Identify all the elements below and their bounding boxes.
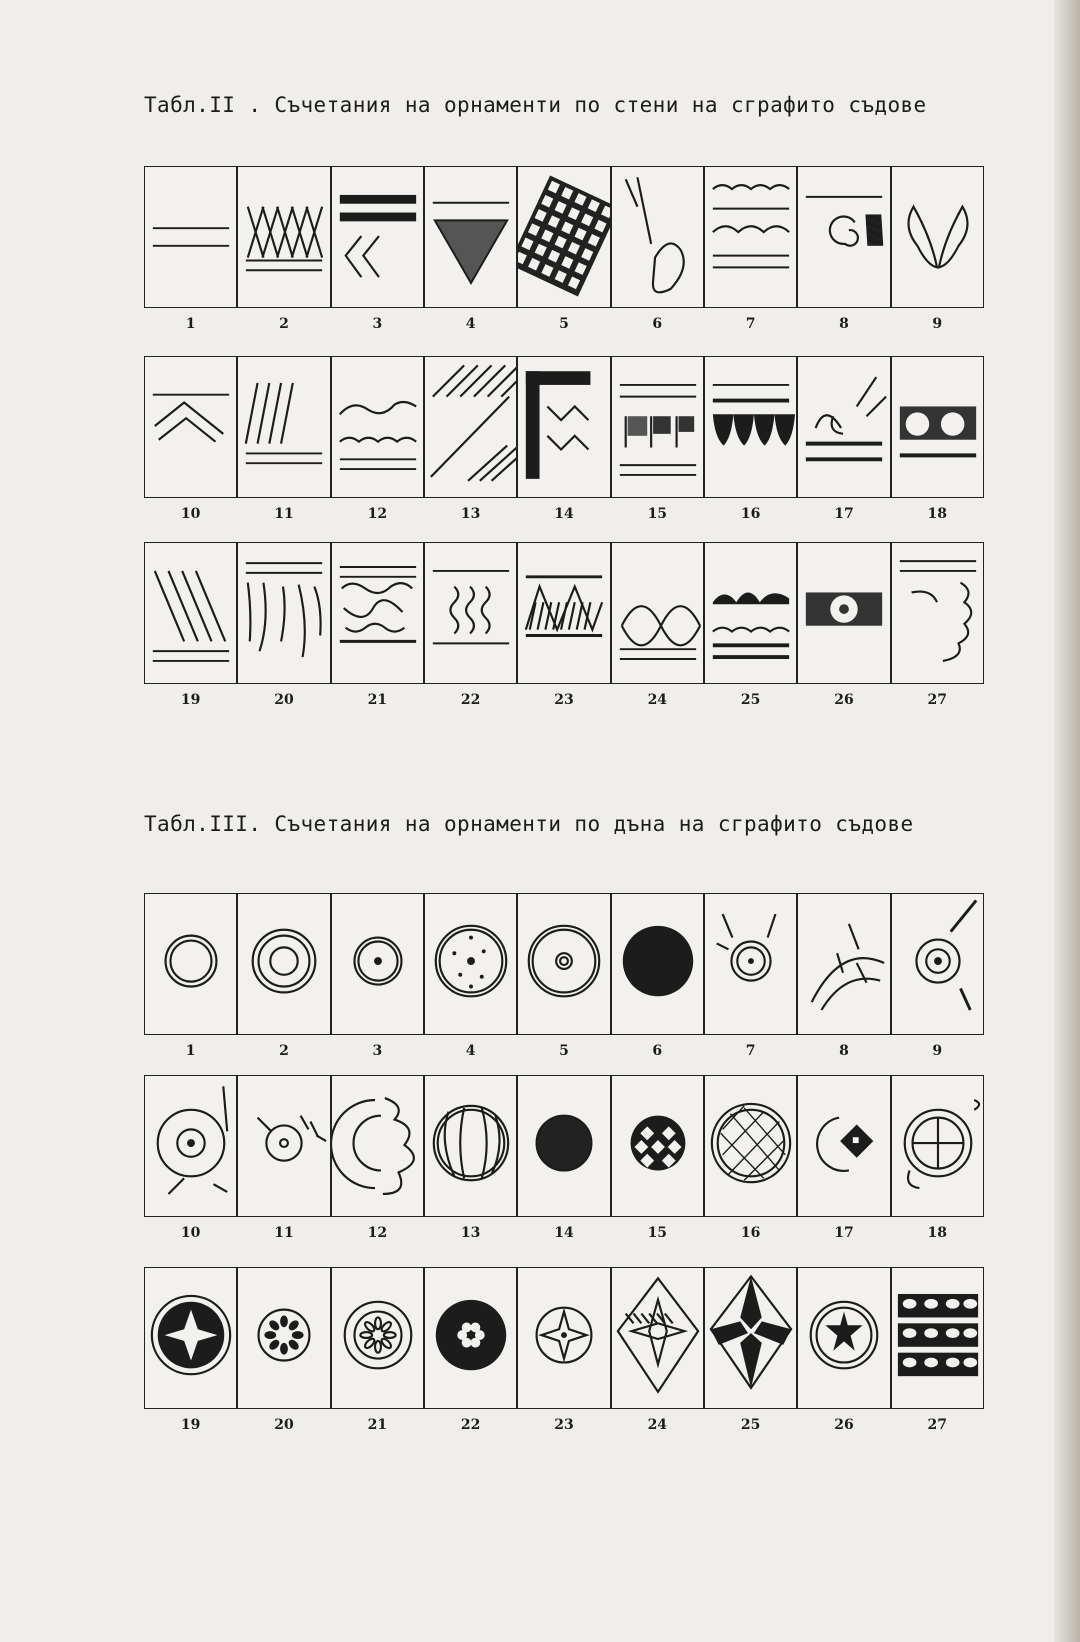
- table-3-ornament-cell: [704, 1075, 797, 1217]
- table-2-ornament-cell: [237, 542, 330, 684]
- ornament-drawing-icon: [332, 894, 423, 1034]
- ornament-drawing-icon: [145, 1268, 236, 1408]
- table-3-ornament-number: 2: [279, 1043, 289, 1059]
- table-3-ornament-cell: [517, 893, 610, 1035]
- table-2-ornament-cell: [331, 166, 424, 308]
- table-2-ornament-cell: [331, 542, 424, 684]
- table-3-ornament-cell: [424, 1075, 517, 1217]
- table-2-ornament-number: 19: [180, 692, 201, 708]
- ornament-drawing-icon: [705, 894, 796, 1034]
- ornament-drawing-icon: [892, 357, 983, 497]
- table-2-ornament-number: 14: [554, 506, 574, 522]
- ornament-drawing-icon: [332, 1268, 423, 1408]
- table-3-ornament-cell: [891, 1075, 984, 1217]
- table-3-title: Табл.III. Съчетания на орнаменти по дъна на сграфито съдове: [144, 812, 914, 836]
- table-3-ornament-cell: [611, 1267, 704, 1409]
- table-3-ornament-cell: [331, 1075, 424, 1217]
- table-3-ornament-number: 16: [740, 1225, 761, 1241]
- ornament-drawing-icon: [798, 1076, 889, 1216]
- table-3-ornament-cell: [704, 893, 797, 1035]
- ornament-drawing-icon: [518, 543, 609, 683]
- table-3-ornament-number: 26: [834, 1417, 854, 1433]
- ornament-drawing-icon: [798, 357, 889, 497]
- table-2-ornament-number: 24: [647, 692, 668, 708]
- table-2-ornament-cell: [237, 356, 330, 498]
- table-2-ornament-number: 7: [745, 316, 756, 332]
- table-2-grid: [144, 166, 984, 708]
- table-2-ornament-number: 25: [740, 692, 761, 708]
- table-2-title: Табл.II . Съчетания на орнаменти по стени на сграфито съдове: [144, 93, 927, 117]
- ornament-drawing-icon: [705, 543, 796, 683]
- table-3-ornament-cell: [611, 1075, 704, 1217]
- table-3-grid: [144, 893, 984, 1433]
- ornament-drawing-icon: [332, 167, 423, 307]
- ornament-drawing-icon: [612, 894, 703, 1034]
- ornament-drawing-icon: [238, 1076, 329, 1216]
- table-2-ornament-cell: [424, 356, 517, 498]
- table-3-ornament-cell: [611, 893, 704, 1035]
- table-2-ornament-number: 15: [647, 506, 668, 522]
- ornament-drawing-icon: [705, 1076, 796, 1216]
- table-2-ornament-cell: [891, 356, 984, 498]
- ornament-drawing-icon: [892, 894, 983, 1034]
- ornament-drawing-icon: [798, 894, 889, 1034]
- table-3-ornament-number: 15: [647, 1225, 668, 1241]
- table-3-ornament-number: 13: [460, 1225, 481, 1241]
- ornament-drawing-icon: [425, 1268, 516, 1408]
- table-3-ornament-cell: [797, 1075, 890, 1217]
- ornament-drawing-icon: [705, 1268, 796, 1408]
- table-3-ornament-cell: [797, 893, 890, 1035]
- table-2-ornament-cell: [237, 166, 330, 308]
- ornament-drawing-icon: [612, 1076, 703, 1216]
- table-2-ornament-number: 8: [839, 316, 849, 332]
- table-2-ornament-number: 26: [834, 692, 854, 708]
- ornament-drawing-icon: [145, 543, 236, 683]
- ornament-drawing-icon: [332, 1076, 423, 1216]
- ornament-drawing-icon: [238, 357, 329, 497]
- table-3-ornament-number: 9: [932, 1043, 943, 1059]
- table-2-ornament-cell: [797, 542, 890, 684]
- table-3-ornament-number: 1: [185, 1043, 196, 1059]
- table-2-ornament-number: 20: [274, 692, 294, 708]
- ornament-drawing-icon: [425, 1076, 516, 1216]
- table-2-ornament-number: 9: [932, 316, 943, 332]
- table-2-ornament-cell: [144, 356, 237, 498]
- table-3-ornament-number: 22: [460, 1417, 481, 1433]
- table-2-ornament-number: 13: [460, 506, 481, 522]
- table-3-ornament-number: 21: [367, 1417, 388, 1433]
- ornament-drawing-icon: [332, 543, 423, 683]
- table-2-ornament-cell: [797, 356, 890, 498]
- table-3-ornament-number: 4: [465, 1043, 476, 1059]
- table-2-ornament-cell: [331, 356, 424, 498]
- table-3-ornament-cell: [144, 893, 237, 1035]
- ornament-drawing-icon: [145, 357, 236, 497]
- table-3-ornament-number: 24: [647, 1417, 668, 1433]
- table-2-ornament-cell: [704, 356, 797, 498]
- table-3-ornament-cell: [331, 893, 424, 1035]
- ornament-drawing-icon: [145, 167, 236, 307]
- table-2-ornament-cell: [891, 166, 984, 308]
- table-3-ornament-cell: [424, 893, 517, 1035]
- ornament-drawing-icon: [518, 1268, 609, 1408]
- table-3-ornament-cell: [891, 1267, 984, 1409]
- ornament-drawing-icon: [425, 357, 516, 497]
- table-2-ornament-number: 4: [465, 316, 476, 332]
- ornament-drawing-icon: [612, 543, 703, 683]
- table-3-ornament-cell: [331, 1267, 424, 1409]
- table-2-ornament-number: 10: [180, 506, 201, 522]
- ornament-drawing-icon: [798, 1268, 889, 1408]
- table-3-ornament-cell: [144, 1267, 237, 1409]
- table-3-ornament-number: 5: [559, 1043, 569, 1059]
- table-3-ornament-number: 7: [745, 1043, 756, 1059]
- table-2-ornament-number: 11: [274, 506, 294, 522]
- table-2-ornament-cell: [144, 166, 237, 308]
- table-2-ornament-cell: [517, 542, 610, 684]
- ornament-drawing-icon: [518, 894, 609, 1034]
- table-2-ornament-cell: [611, 542, 704, 684]
- table-3-ornament-number: 14: [554, 1225, 574, 1241]
- table-3-ornament-cell: [517, 1267, 610, 1409]
- table-3-ornament-number: 18: [927, 1225, 948, 1241]
- table-2-ornament-cell: [144, 542, 237, 684]
- table-3-ornament-number: 17: [834, 1225, 854, 1241]
- table-3-ornament-number: 3: [372, 1043, 383, 1059]
- table-2-ornament-cell: [797, 166, 890, 308]
- table-3-ornament-number: 6: [652, 1043, 663, 1059]
- table-3-ornament-number: 20: [274, 1417, 294, 1433]
- table-3-ornament-number: 8: [839, 1043, 849, 1059]
- ornament-drawing-icon: [145, 1076, 236, 1216]
- ornament-drawing-icon: [798, 543, 889, 683]
- table-2-ornament-number: 1: [185, 316, 196, 332]
- table-3-ornament-number: 27: [927, 1417, 948, 1433]
- table-3-ornament-number: 12: [367, 1225, 388, 1241]
- table-3-ornament-cell: [517, 1075, 610, 1217]
- ornament-drawing-icon: [705, 167, 796, 307]
- table-3-ornament-number: 11: [274, 1225, 294, 1241]
- table-3-ornament-number: 25: [740, 1417, 761, 1433]
- table-2-ornament-cell: [424, 542, 517, 684]
- table-3-ornament-cell: [424, 1267, 517, 1409]
- ornament-drawing-icon: [238, 1268, 329, 1408]
- table-2-ornament-number: 12: [367, 506, 388, 522]
- table-2-ornament-cell: [611, 166, 704, 308]
- table-2-ornament-cell: [704, 542, 797, 684]
- ornament-drawing-icon: [238, 167, 329, 307]
- ornament-drawing-icon: [518, 1076, 609, 1216]
- table-2-ornament-number: 27: [927, 692, 948, 708]
- table-3-ornament-number: 19: [180, 1417, 201, 1433]
- table-2-ornament-number: 6: [652, 316, 663, 332]
- table-3-ornament-number: 23: [554, 1417, 574, 1433]
- ornament-drawing-icon: [425, 543, 516, 683]
- table-2-ornament-number: 2: [279, 316, 289, 332]
- table-3-ornament-cell: [891, 893, 984, 1035]
- table-2-ornament-number: 3: [372, 316, 383, 332]
- ornament-drawing-icon: [332, 357, 423, 497]
- ornament-drawing-icon: [425, 894, 516, 1034]
- table-2-ornament-cell: [611, 356, 704, 498]
- ornament-drawing-icon: [145, 894, 236, 1034]
- ornament-drawing-icon: [705, 357, 796, 497]
- table-3-ornament-cell: [237, 1075, 330, 1217]
- ornament-drawing-icon: [892, 167, 983, 307]
- table-3-ornament-cell: [797, 1267, 890, 1409]
- table-2-ornament-number: 16: [740, 506, 761, 522]
- table-3-ornament-cell: [237, 1267, 330, 1409]
- table-3-ornament-cell: [704, 1267, 797, 1409]
- table-2-ornament-number: 18: [927, 506, 948, 522]
- table-3-ornament-cell: [237, 893, 330, 1035]
- table-2-ornament-cell: [424, 166, 517, 308]
- ornament-drawing-icon: [238, 894, 329, 1034]
- ornament-drawing-icon: [612, 167, 703, 307]
- table-2-ornament-number: 17: [834, 506, 854, 522]
- ornament-drawing-icon: [798, 167, 889, 307]
- ornament-drawing-icon: [612, 357, 703, 497]
- table-2-ornament-cell: [517, 166, 610, 308]
- ornament-drawing-icon: [612, 1268, 703, 1408]
- ornament-drawing-icon: [892, 543, 983, 683]
- table-2-ornament-cell: [517, 356, 610, 498]
- table-2-ornament-number: 21: [367, 692, 388, 708]
- ornament-drawing-icon: [518, 167, 609, 307]
- table-2-ornament-cell: [704, 166, 797, 308]
- ornament-drawing-icon: [518, 357, 609, 497]
- table-2-ornament-number: 23: [554, 692, 574, 708]
- table-3-ornament-number: 10: [180, 1225, 201, 1241]
- ornament-drawing-icon: [238, 543, 329, 683]
- ornament-drawing-icon: [892, 1268, 983, 1408]
- ornament-drawing-icon: [425, 167, 516, 307]
- table-2-ornament-number: 5: [559, 316, 569, 332]
- table-3-ornament-cell: [144, 1075, 237, 1217]
- page-edge: [1054, 0, 1080, 1642]
- table-2-ornament-number: 22: [460, 692, 481, 708]
- ornament-drawing-icon: [892, 1076, 983, 1216]
- table-2-ornament-cell: [891, 542, 984, 684]
